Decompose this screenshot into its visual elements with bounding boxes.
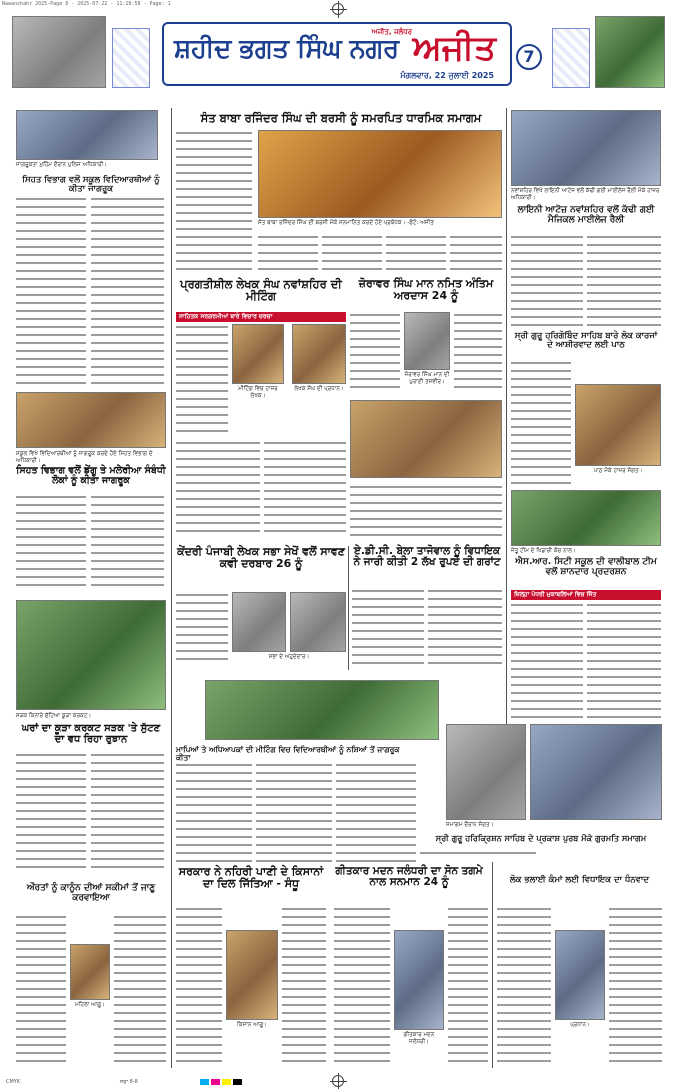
body-volleyball-2	[587, 602, 661, 718]
headline-volleyball: ਐਸ.ਆਰ. ਸਿਟੀ ਸਕੂਲ ਦੀ ਵਾਲੀਬਾਲ ਟੀਮ ਵਲੋਂ ਸ਼ਾਨਦਾਰ ਪ੍ਰਦਰਸ਼ਨ	[515, 557, 657, 577]
photo-police	[16, 110, 158, 160]
print-slug: Nawanshahr 2025-Page 8 - 2025-07-22 - 11:19:58 - Page: 1	[2, 1, 171, 7]
caption-garbage: ਸੜਕ ਕਿਨਾਰੇ ਸੁੱਟਿਆ ਕੂੜਾ ਕਰਕਟ।	[16, 713, 92, 719]
headline-sukhmani: ਸ੍ਰੀ ਗੁਰੂ ਹਰਿਗੋਬਿੰਦ ਸਾਹਿਬ ਬਾਰੇ ਲੋਕ ਕਾਰਜਾਂ ਦੇ ਆਸ਼ੀਰਵਾਦ ਲਈ ਪਾਠ	[514, 331, 658, 351]
photo-lekhak-2	[292, 324, 346, 384]
body-lead-3	[322, 234, 382, 274]
photo-volleyball	[511, 490, 661, 546]
body-lekhak	[176, 324, 228, 434]
masthead-ornament-left	[112, 28, 150, 88]
body-sadak-2	[91, 752, 164, 874]
headline-dengue: ਸਿਹਤ ਵਿਭਾਗ ਵਲੋਂ ਡੇਂਗੂ ਤੇ ਮਲੇਰੀਆ ਸੰਬੰਧੀ ਲੋਕਾਂ ਨੂੰ ਕੀਤਾ ਜਾਗਰੂਕ	[16, 465, 166, 487]
masthead	[12, 14, 665, 98]
masthead-date: ਮੰਗਲਵਾਰ, 22 ਜੁਲਾਈ 2025	[400, 71, 494, 80]
body-kendri	[176, 592, 228, 664]
column-rule-mid	[348, 546, 349, 670]
caption-mahila: ਮਹਿਲਾ ਆਗੂ।	[75, 1002, 105, 1008]
page-number: 7	[516, 44, 542, 70]
body-geetkar	[334, 906, 390, 1064]
tag-lekhak: ਸਾਹਿਤਕ ਸਰਗਰਮੀਆਂ ਬਾਰੇ ਵਿਚਾਰ ਚਰਚਾ	[176, 312, 346, 322]
body-volleyball	[511, 602, 583, 718]
caption-lead: ਸੰਤ ਬਾਬਾ ਰਜਿੰਦਰ ਸਿੰਘ ਦੀ ਬਰਸੀ ਮੌਕੇ ਸਨਮਾਨਿਤ ਕਰਦੇ ਹੋਏ ਪ੍ਰਬੰਧਕ। -ਫੋਟੋ: ਅਜੀਤ	[258, 220, 434, 226]
headline-kendri: ਕੇਂਦਰੀ ਪੰਜਾਬੀ ਲੇਖਕ ਸਭਾ ਸੇਖੋਂ ਵਲੋਂ ਸਾਵਣ ਕਵੀ ਦਰਬਾਰ 26 ਨੂੰ	[177, 545, 345, 570]
masthead-photo-right	[595, 16, 665, 88]
photo-crowd	[205, 680, 439, 740]
headline-nasha: ਮਾਪਿਆਂ ਤੇ ਅਧਿਆਪਕਾਂ ਦੀ ਮੀਟਿੰਗ ਵਿਚ ਵਿਦਿਆਰਥੀਆਂ ਨੂੰ ਨਸ਼ਿਆਂ ਤੋਂ ਜਾਗਰੂਕ ਕੀਤਾ	[176, 745, 400, 763]
caption-school: ਸਕੂਲ ਵਿਖੇ ਵਿਦਿਆਰਥੀਆਂ ਨੂੰ ਜਾਗਰੂਕ ਕਰਦੇ ਹੋਏ ਸਿਹਤ ਵਿਭਾਗ ਦੇ ਅਧਿਕਾਰੀ।	[16, 451, 153, 464]
footer-cmyk: CMYK	[6, 1079, 21, 1085]
caption-police: ਜਾਗਰੂਕਤਾ ਮੁਹਿੰਮ ਦੌਰਾਨ ਪੁਲਿਸ ਅਧਿਕਾਰੀ।	[16, 162, 107, 168]
photo-garbage	[16, 600, 166, 710]
photo-kendri-1	[232, 592, 286, 652]
body-rally-2	[587, 234, 661, 326]
masthead-edition: ਅਜੀਤ, ਜਲੰਧਰ	[371, 28, 412, 36]
masthead-ornament-right	[552, 28, 590, 88]
headline-mahila: ਔਰਤਾਂ ਨੂੰ ਕਾਨੂੰਨ ਦੀਆਂ ਸਕੀਮਾਂ ਤੋਂ ਜਾਣੂ ਕਰਵਾਇਆ	[26, 883, 156, 903]
body-gurpurab	[420, 850, 536, 860]
body-school-2	[91, 196, 164, 386]
body-grant	[352, 588, 424, 670]
photo-school	[16, 392, 166, 448]
body-nasha	[176, 762, 252, 862]
body-lead-4	[386, 234, 446, 274]
caption-volleyball: ਜੇਤੂ ਟੀਮ ਦੇ ਖਿਡਾਰੀ ਕੋਚ ਨਾਲ।	[511, 548, 576, 554]
body-nasha-3	[336, 762, 416, 862]
caption-antim: ਜ਼ੋਰਾਵਰ ਸਿੰਘ ਮਾਨ ਦੀ ਪੁਰਾਣੀ ਤਸਵੀਰ।	[404, 372, 450, 385]
caption-sukhmani: ਪਾਠ ਮੌਕੇ ਹਾਜ਼ਰ ਸੰਗਤ।	[593, 468, 643, 474]
caption-kisan: ਕਿਸਾਨ ਆਗੂ।	[237, 1022, 267, 1028]
caption-lekhak-left: ਮੀਟਿੰਗ ਵਿਚ ਹਾਜ਼ਰ ਲੇਖਕ।	[238, 386, 278, 399]
caption-vidhayak: ਪ੍ਰਧਾਨ।	[570, 1022, 590, 1028]
body-school	[16, 196, 86, 386]
photo-geetkar	[394, 930, 444, 1030]
photo-lead	[258, 130, 502, 218]
nameplate	[162, 22, 512, 86]
caption-lekhak-right: ਲੇਖਕ ਸੰਘ ਦੀ ਪ੍ਰਧਾਨ।	[294, 386, 344, 392]
headline-vidhayak: ਲੋਕ ਭਲਾਈ ਕੰਮਾਂ ਲਈ ਵਿਧਾਇਕ ਦਾ ਧੰਨਵਾਦ	[509, 875, 650, 885]
photo-antim	[404, 312, 450, 370]
body-rally	[511, 234, 583, 326]
footer-page: ਸਫ਼ਾ 8-8	[120, 1079, 138, 1085]
headline-lead: ਸੰਤ ਬਾਬਾ ਰਜਿੰਦਰ ਸਿੰਘ ਦੀ ਬਰਸੀ ਨੂੰ ਸਮਰਪਿਤ ਧਾਰਮਿਕ ਸਮਾਗਮ	[200, 111, 482, 125]
headline-lekhak: ਪ੍ਰਗਤੀਸ਼ੀਲ ਲੇਖਕ ਸੰਘ ਨਵਾਂਸ਼ਹਿਰ ਦੀ ਮੀਟਿੰਗ	[180, 277, 342, 304]
caption-gurpurab: ਸਮਾਗਮ ਦੌਰਾਨ ਸੰਗਤ।	[446, 822, 494, 828]
photo-gurpurab-2	[530, 724, 662, 820]
masthead-title: ਸ਼ਹੀਦ ਭਗਤ ਸਿੰਘ ਨਗਰ	[174, 34, 399, 64]
headline-geetkar: ਗੀਤਕਾਰ ਮਦਨ ਜਲੰਧਰੀ ਦਾ ਸੋਨ ਤਗਮੇ ਨਾਲ ਸਨਮਾਨ 24 ਨੂੰ	[335, 865, 483, 889]
body-vidhayak-2	[609, 906, 662, 1064]
body-lead	[176, 130, 252, 270]
body-kisan	[176, 906, 222, 1064]
body-nasha-2	[256, 762, 332, 862]
body-lekhak-2	[176, 440, 260, 536]
body-sadak	[16, 752, 86, 874]
column-rule-2	[506, 108, 507, 748]
photo-antim-group	[350, 400, 502, 478]
body-lead-2	[258, 234, 318, 274]
photo-kendri-2	[290, 592, 346, 652]
headline-rally: ਲਾਇਨੀ ਆਟੋਜ਼ ਨਵਾਂਸ਼ਹਿਰ ਵਲੋਂ ਕੱਢੀ ਗਈ ਮੈਜਿਕਲ ਮਾਈਲੇਜ ਰੈਲੀ	[517, 205, 655, 225]
headline-antim: ਜ਼ੋਰਾਵਰ ਸਿੰਘ ਮਾਨ ਨਮਿਤ ਅੰਤਿਮ ਅਰਦਾਸ 24 ਨੂੰ	[358, 277, 494, 302]
body-mahila-2	[114, 914, 166, 1064]
column-rule-3	[492, 862, 493, 1068]
body-geetkar-2	[448, 906, 488, 1064]
headline-kisan: ਸਰਕਾਰ ਨੇ ਨਹਿਰੀ ਪਾਣੀ ਦੇ ਕਿਸਾਨਾਂ ਦਾ ਦਿਲ ਜਿੱਤਿਆ - ਸੰਧੂ	[178, 865, 324, 890]
body-grant-2	[428, 588, 502, 670]
headline-gurpurab: ਸ੍ਰੀ ਗੁਰੂ ਹਰਿਕ੍ਰਿਸ਼ਨ ਸਾਹਿਬ ਦੇ ਪ੍ਰਕਾਸ਼ ਪੁਰਬ ਮੌਕੇ ਗੁਰਮਤਿ ਸਮਾਗਮ	[435, 833, 647, 843]
body-antim-3	[350, 484, 502, 536]
tag-volleyball: ਜ਼ਿਲ੍ਹਾ ਪੱਧਰੀ ਮੁਕਾਬਲਿਆਂ ਵਿਚ ਜਿੱਤ	[511, 590, 661, 600]
body-antim	[350, 312, 400, 394]
color-swatches	[200, 1079, 242, 1085]
photo-sukhmani	[575, 384, 661, 466]
body-sukhmani	[511, 360, 571, 484]
body-antim-2	[454, 312, 502, 394]
caption-geetkar: ਗੀਤਕਾਰ ਮਦਨ ਜਲੰਧਰੀ।	[403, 1032, 435, 1045]
body-lead-5	[450, 234, 502, 274]
masthead-brand: ਅਜੀਤ	[412, 28, 496, 68]
body-dengue	[16, 494, 86, 590]
headline-school: ਸਿਹਤ ਵਿਭਾਗ ਵਲੋਂ ਸਕੂਲ ਵਿਦਿਆਰਥੀਆਂ ਨੂੰ ਕੀਤਾ ਜਾਗਰੂਕ	[22, 175, 160, 195]
masthead-photo-left	[12, 16, 106, 88]
page-footer	[0, 1076, 677, 1089]
caption-rally: ਨਵਾਂਸ਼ਹਿਰ ਵਿਖੇ ਲਾਇਨੀ ਆਟੋਜ਼ ਵਲੋਂ ਕੱਢੀ ਗਈ ਮਾਈਲੇਜ ਰੈਲੀ ਮੌਕੇ ਹਾਜ਼ਰ ਅਧਿਕਾਰੀ।	[511, 188, 660, 201]
caption-kendri: ਸਭਾ ਦੇ ਅਹੁਦੇਦਾਰ।	[268, 654, 310, 660]
photo-gurpurab-1	[446, 724, 526, 820]
photo-kisan	[226, 930, 278, 1020]
body-mahila	[16, 914, 66, 1064]
photo-vidhayak	[555, 930, 605, 1020]
column-rule-1	[171, 108, 172, 1068]
photo-mahila	[70, 944, 110, 1000]
body-dengue-2	[91, 494, 164, 590]
body-kisan-2	[282, 906, 326, 1064]
body-vidhayak	[497, 906, 551, 1064]
headline-sadak: ਘਰਾਂ ਦਾ ਕੂੜਾ ਕਰਕਟ ਸੜਕ 'ਤੇ ਸੁੱਟਣ ਦਾ ਵਧ ਰਿਹਾ ਰੁਝਾਨ	[21, 723, 161, 745]
photo-rally	[511, 110, 661, 186]
headline-grant: ਏ.ਡੀ.ਸੀ. ਬੇਲਾ ਤਾਜੋਵਾਲ ਨੂੰ ਵਿਧਾਇਕ ਨੇ ਜਾਰੀ ਕੀਤੀ 2 ਲੱਖ ਰੁਪਏ ਦੀ ਗਰਾਂਟ	[353, 545, 501, 569]
body-lekhak-3	[264, 440, 346, 536]
photo-lekhak-1	[232, 324, 284, 384]
